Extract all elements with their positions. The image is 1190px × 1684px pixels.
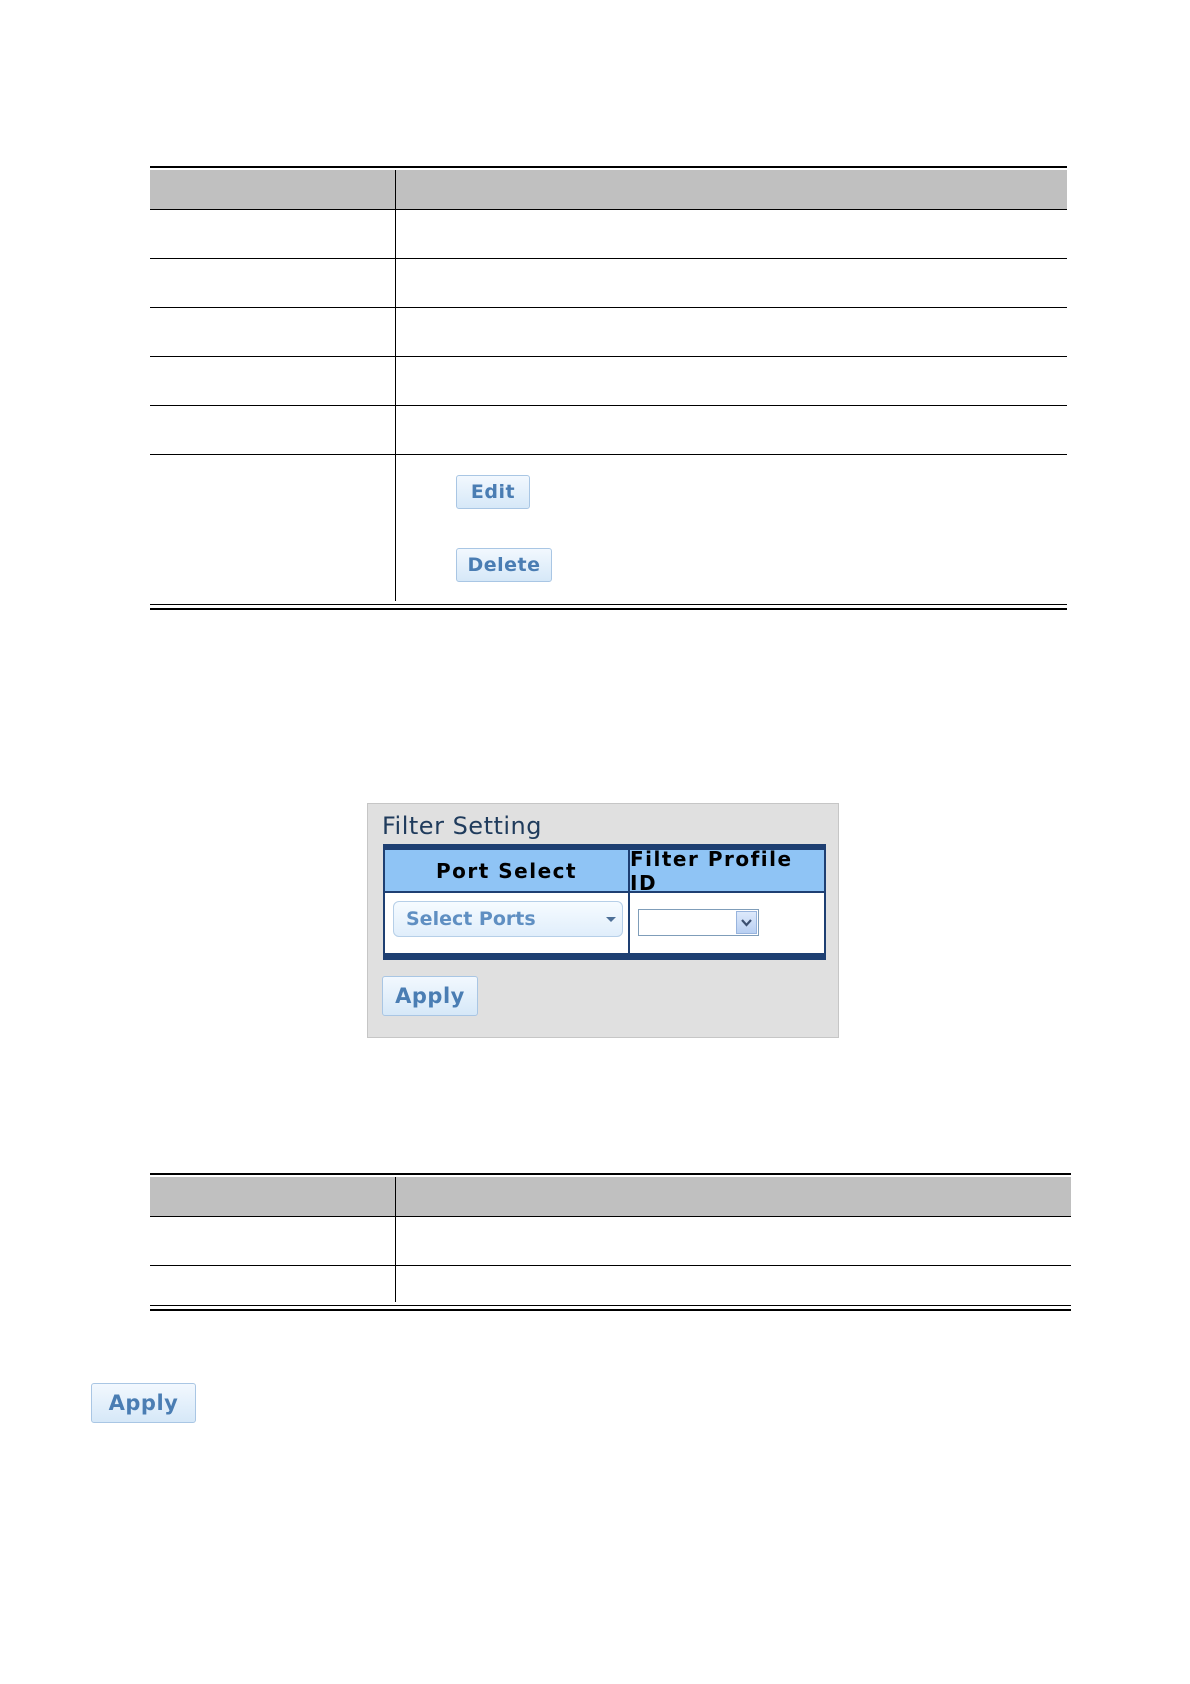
header-cell-description: [395, 1177, 1071, 1217]
table1-bottom-rule: [150, 604, 1067, 610]
table-row-buttons: [150, 455, 1067, 602]
chevron-down-icon[interactable]: [736, 911, 757, 934]
table-row: [150, 357, 1067, 406]
table-row: [150, 406, 1067, 455]
table-row: [150, 259, 1067, 308]
reference-table-1: [150, 170, 1067, 601]
header-cell-object: [150, 1177, 395, 1217]
filter-profile-id-select[interactable]: [638, 909, 759, 936]
table-row: [150, 1266, 1071, 1303]
port-select-label: Select Ports: [406, 908, 536, 930]
caret-down-icon: [606, 917, 616, 922]
filter-setting-panel: [367, 803, 839, 1038]
table-header-row: [150, 170, 1067, 210]
reference-table-2: [150, 1177, 1071, 1302]
table-header-row: [150, 1177, 1071, 1217]
apply-button[interactable]: Apply: [91, 1383, 196, 1423]
table-row: [150, 210, 1067, 259]
filter-apply-button[interactable]: Apply: [382, 976, 478, 1016]
header-cell-object: [150, 170, 395, 210]
column-header-port-select: Port Select: [435, 858, 578, 883]
column-header-filter-profile-id: Filter Profile ID: [630, 846, 793, 895]
header-cell-description: [395, 170, 1067, 210]
panel-title: Filter Setting: [382, 812, 542, 840]
port-select-dropdown[interactable]: [393, 901, 623, 937]
table-row: [150, 1217, 1071, 1266]
delete-button[interactable]: Delete: [456, 548, 552, 582]
table2-bottom-rule: [150, 1305, 1071, 1311]
edit-button[interactable]: Edit: [456, 475, 530, 509]
table-row: [150, 308, 1067, 357]
grid-divider: [628, 850, 630, 953]
filter-setting-grid: [383, 844, 826, 960]
